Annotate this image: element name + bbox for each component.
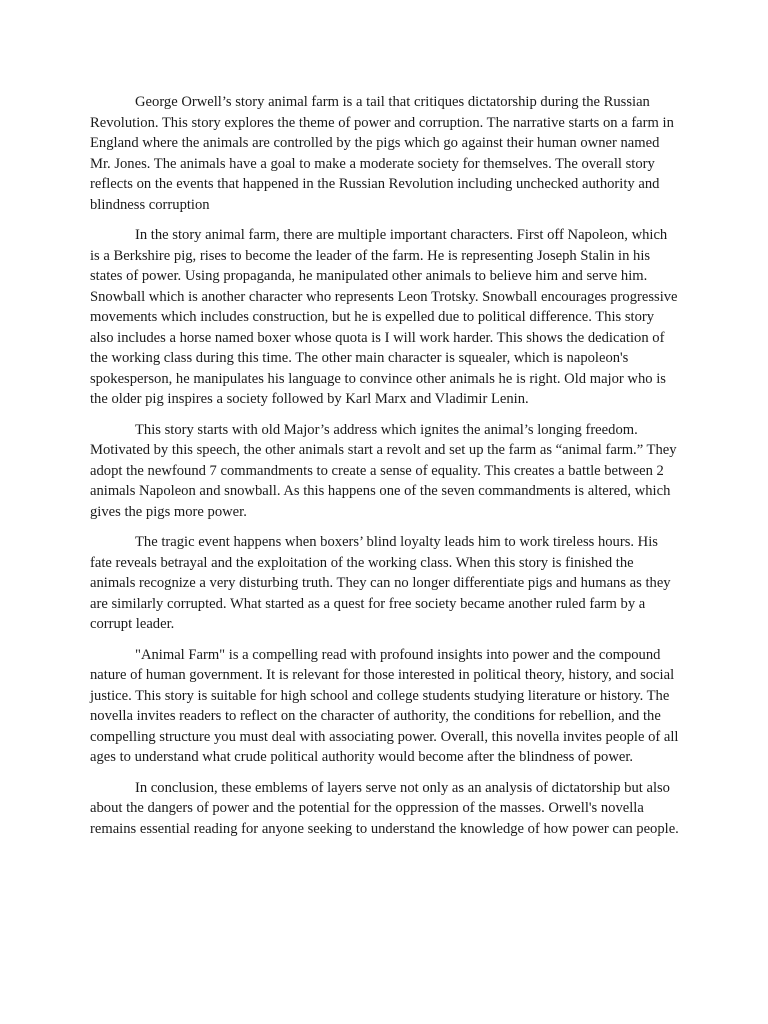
paragraph-conclusion: In conclusion, these emblems of layers serve not only as an analysis of dictatorship but also about the dangers of power and the potential for the oppression of the masses. Orwell's novella remains essential reading for anyone seeking to understand the knowledge of how power can people.: [90, 779, 679, 837]
paragraph-plot-start: This story starts with old Major’s address which ignites the animal’s longing freedom. Motivated by this speech, the other animals start a revolt and set up the farm as “animal farm.” They adopt the newfound 7 commandments to create a sense of equality. This creates a battle between 2 animals Napoleon and snowball. As this happens one of the seven commandments is altered, which gives the pigs more power.: [90, 421, 677, 520]
paragraph-recommendation: "Animal Farm" is a compelling read with profound insights into power and the compound nature of human government. It is relevant for those interested in political theory, history, and social justice. This story is suitable for high school and college students studying literature or history. The novella invites readers to reflect on the character of authority, the conditions for rebellion, and the compelling structure you must deal with associating power. Overall, this novella invites people of all ages to understand what crude political authority would become after the blindness of power.: [90, 646, 679, 765]
paragraph-tragic-event: The tragic event happens when boxers’ blind loyalty leads him to work tireless hours. His fate reveals betrayal and the exploitation of the working class. When this story is finished the animals recognize a very disturbing truth. They can no longer differentiate pigs and humans as they are similarly corrupted. What started as a quest for free society became another ruled farm by a corrupt leader.: [90, 534, 671, 632]
paragraph-characters: In the story animal farm, there are multiple important characters. First off Napoleon, which is a Berkshire pig, rises to become the leader of the farm. He is representing Joseph Stalin in his states of power. Using propaganda, he manipulated other animals to believe him and serve him. Snowball which is another character who represents Leon Trotsky. Snowball encourages progressive movements which includes construction, but he is expelled due to political difference. This story also includes a horse named boxer whose quota is I will work harder. This shows the dedication of the working class during this time. The other main character is squealer, which is napoleon's spokesperson, he manipulates his language to convince other animals he is right. Old major who is the older pig inspires a society followed by Karl Marx and Vladimir Lenin.: [90, 227, 678, 407]
paragraph-introduction: George Orwell’s story animal farm is a tail that critiques dictatorship during the Russian Revolution. This story explores the theme of power and corruption. The narrative starts on a farm in England where the animals are controlled by the pigs which go against their human owner named Mr. Jones. The animals have a goal to make a moderate society for themselves. The overall story reflects on the events that happened in the Russian Revolution including unchecked authority and blindness corruption: [90, 94, 674, 213]
document-body: [90, 92, 680, 849]
